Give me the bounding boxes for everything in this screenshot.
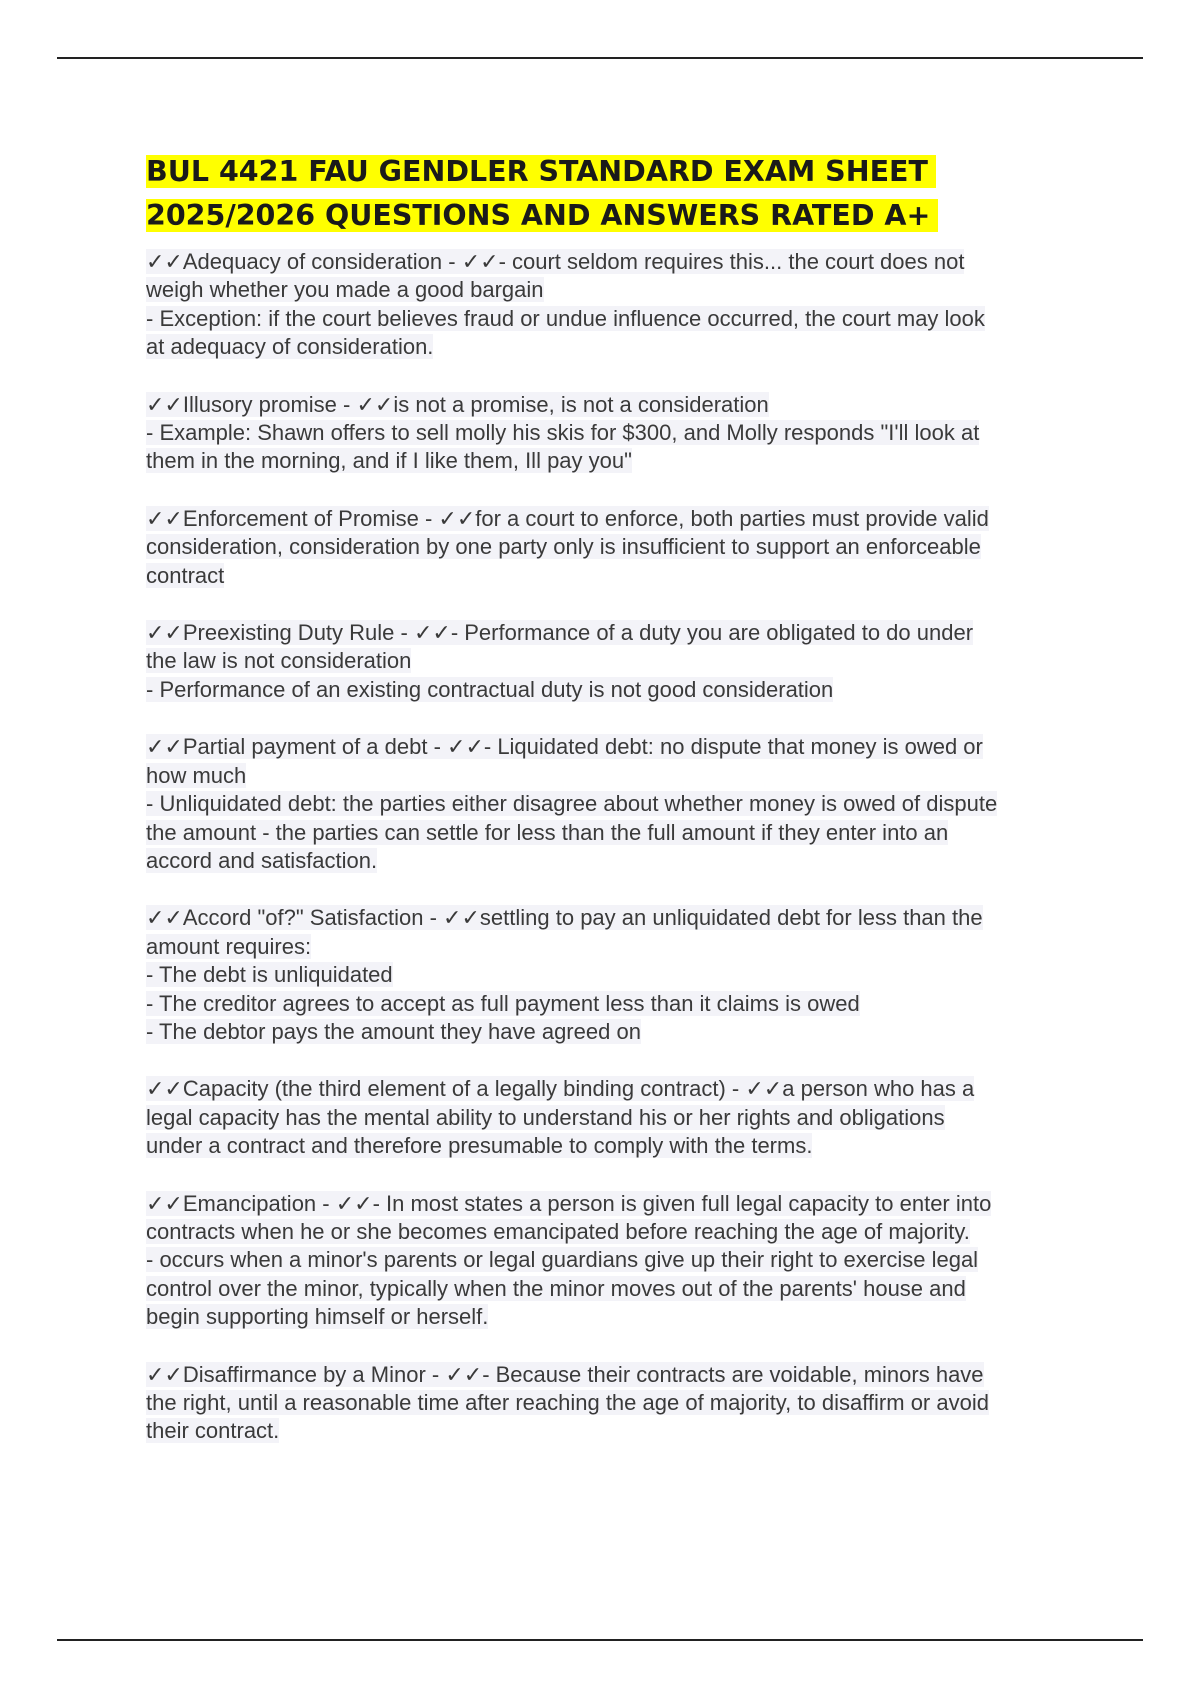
qa-line: accord and satisfaction. — [146, 847, 378, 873]
qa-line: ✓✓Partial payment of a debt - ✓✓- Liquidated debt: no dispute that money is owed or — [146, 734, 983, 760]
qa-line: - The creditor agrees to accept as full payment less than it claims is owed — [146, 990, 860, 1016]
qa-line: - The debtor pays the amount they have agreed on — [146, 1018, 641, 1044]
qa-line: consideration, consideration by one party only is insufficient to support an enforceable — [146, 534, 981, 560]
qa-line: - Exception: if the court believes fraud or undue influence occurred, the court may look — [146, 305, 985, 331]
qa-entry — [146, 1361, 1086, 1446]
qa-line: ✓✓Preexisting Duty Rule - ✓✓- Performance of a duty you are obligated to do under — [146, 620, 974, 646]
qa-line: - occurs when a minor's parents or legal guardians give up their right to exercise legal — [146, 1247, 979, 1273]
qa-line: legal capacity has the mental ability to understand his or her rights and obligations — [146, 1104, 945, 1130]
qa-line: the law is not consideration — [146, 648, 412, 674]
document-title — [146, 150, 1086, 238]
document-body — [146, 150, 1086, 1446]
qa-line: begin supporting himself or herself. — [146, 1304, 489, 1330]
qa-entry — [146, 1075, 1086, 1160]
qa-entry — [146, 904, 1086, 1046]
qa-line: weigh whether you made a good bargain — [146, 277, 544, 303]
qa-line: ✓✓Capacity (the third element of a legally binding contract) - ✓✓a person who has a — [146, 1076, 975, 1102]
qa-line: at adequacy of consideration. — [146, 334, 434, 360]
qa-line: ✓✓Illusory promise - ✓✓is not a promise, is not a consideration — [146, 391, 769, 417]
qa-line: - Example: Shawn offers to sell molly his skis for $300, and Molly responds "I'll look at — [146, 420, 980, 446]
qa-line: the amount - the parties can settle for less than the full amount if they enter into an — [146, 819, 949, 845]
qa-line: ✓✓Accord "of?" Satisfaction - ✓✓settling to pay an unliquidated debt for less than the — [146, 905, 983, 931]
qa-line: ✓✓Adequacy of consideration - ✓✓- court seldom requires this... the court does not — [146, 249, 965, 274]
qa-line: - The debt is unliquidated — [146, 962, 393, 988]
top-rule — [57, 57, 1143, 59]
title-line-2: 2025/2026 QUESTIONS AND ANSWERS RATED A+ — [146, 194, 1086, 238]
qa-line: ✓✓Emancipation - ✓✓- In most states a person is given full legal capacity to enter into — [146, 1190, 992, 1216]
qa-entry — [146, 619, 1086, 704]
qa-line: - Unliquidated debt: the parties either disagree about whether money is owed of dispute — [146, 791, 998, 817]
title-line-1: BUL 4421 FAU GENDLER STANDARD EXAM SHEET — [146, 150, 1086, 194]
qa-line: the right, until a reasonable time after reaching the age of majority, to disaffirm or avoid — [146, 1390, 989, 1415]
qa-line: their contract. — [146, 1418, 280, 1444]
qa-entry — [146, 391, 1086, 476]
qa-line: - Performance of an existing contractual duty is not good consideration — [146, 676, 834, 702]
qa-entries — [146, 248, 1086, 1446]
qa-line: control over the minor, typically when the minor moves out of the parents' house and — [146, 1275, 966, 1301]
qa-entry — [146, 505, 1086, 590]
qa-line: ✓✓Disaffirmance by a Minor - ✓✓- Because their contracts are voidable, minors have — [146, 1361, 984, 1387]
bottom-rule — [57, 1639, 1143, 1641]
qa-line: under a contract and therefore presumable to comply with the terms. — [146, 1133, 813, 1159]
qa-entry — [146, 248, 1086, 362]
qa-line: amount requires: — [146, 933, 312, 959]
qa-entry — [146, 733, 1086, 875]
qa-line: contract — [146, 562, 225, 588]
qa-line: how much — [146, 762, 247, 788]
qa-line: them in the morning, and if I like them, Ill pay you" — [146, 448, 632, 474]
qa-line: contracts when he or she becomes emancipated before reaching the age of majority. — [146, 1218, 970, 1244]
qa-entry — [146, 1190, 1086, 1332]
qa-line: ✓✓Enforcement of Promise - ✓✓for a court to enforce, both parties must provide valid — [146, 505, 989, 531]
